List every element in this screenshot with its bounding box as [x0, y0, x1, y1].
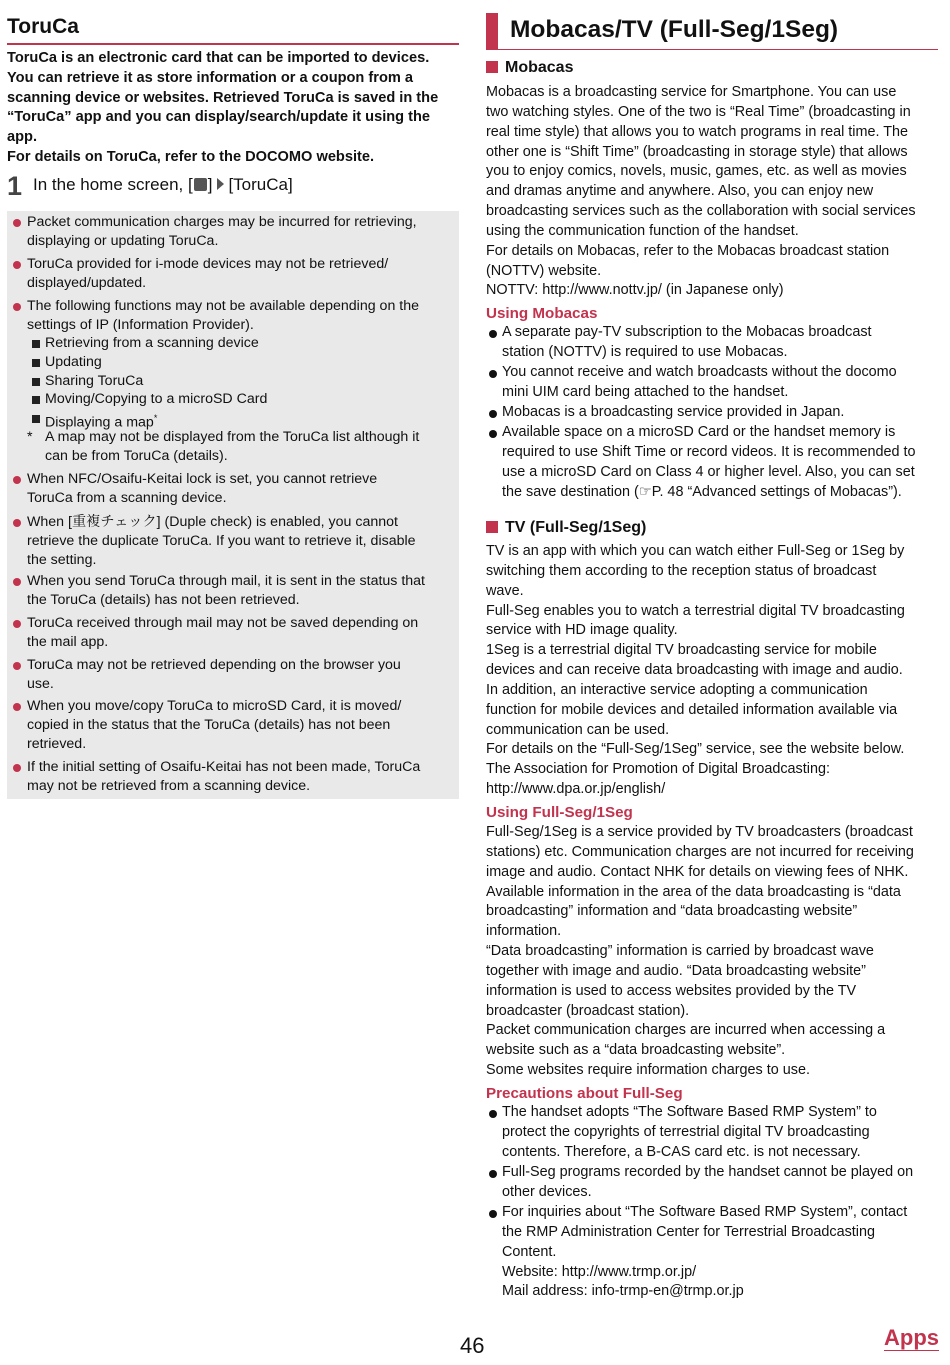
footnote-star: *	[27, 429, 33, 445]
square-bullet-icon	[32, 359, 40, 367]
bullet-icon	[13, 764, 21, 772]
apps-section-link[interactable]: Apps	[884, 1325, 939, 1350]
subheading-using-mobacas: Using Mobacas	[486, 305, 598, 322]
note-item: Packet communication charges may be incurred for retrieving, displaying or updating ToruCa.	[11, 213, 467, 251]
step-prefix: In the home screen, [	[33, 175, 193, 194]
bullet-icon	[489, 330, 497, 338]
bullet-icon	[13, 476, 21, 484]
intro-line: You can retrieve it as store information or a coupon from a	[7, 69, 414, 86]
step-target: [ToruCa]	[228, 175, 293, 194]
square-bullet-icon	[32, 378, 40, 386]
square-icon	[486, 61, 498, 73]
app-launcher-icon	[194, 178, 207, 191]
subheading-using-fullseg: Using Full-Seg/1Seg	[486, 804, 633, 821]
note-item: ToruCa may not be retrieved depending on the browser you use.	[11, 656, 467, 694]
section-heading-mobacas: Mobacas	[486, 59, 573, 77]
trmp-mail: Mail address: info-trmp-en@trmp.or.jp	[502, 1283, 744, 1300]
arrow-right-icon	[217, 178, 224, 190]
sub-item: Updating	[29, 353, 102, 372]
dpa-link: http://www.dpa.or.jp/english/	[486, 781, 666, 798]
bullet-icon	[13, 662, 21, 670]
square-icon	[486, 521, 498, 533]
page-number: 46	[460, 1333, 485, 1358]
note-item: If the initial setting of Osaifu-Keitai has not been made, ToruCa may not be retrieved from a scanning device.	[11, 758, 467, 796]
notes-box	[7, 211, 459, 799]
square-bullet-icon	[32, 415, 40, 423]
sub-item: Moving/Copying to a microSD Card	[29, 390, 267, 409]
intro-line: “ToruCa” app and you can display/search/update it using the	[7, 109, 431, 126]
bullet-item: Mobacas is a broadcasting service provided in Japan.	[486, 403, 938, 423]
square-bullet-icon	[32, 340, 40, 348]
page-reference: the save destination (☞P. 48 “Advanced settings of Mobacas”).	[502, 483, 902, 500]
toruca-title: ToruCa	[7, 14, 459, 45]
bullet-icon	[13, 261, 21, 269]
bullet-icon	[13, 219, 21, 227]
toruca-intro	[7, 49, 459, 168]
trmp-website: Website: http://www.trmp.or.jp/	[502, 1263, 697, 1280]
note-item: When NFC/Osaifu-Keitai lock is set, you cannot retrieve ToruCa from a scanning device.	[11, 470, 467, 508]
bullet-item: You cannot receive and watch broadcasts without the docomo mini UIM card being attached to the handset.	[486, 363, 938, 403]
bullet-icon	[489, 370, 497, 378]
bullet-icon	[489, 410, 497, 418]
step-number: 1	[7, 171, 23, 201]
bullet-icon	[13, 703, 21, 711]
bullet-icon	[13, 620, 21, 628]
step-suffix: ]	[207, 175, 213, 194]
bullet-item: Available space on a microSD Card or the handset memory is required to use Shift Time or record videos. It is recommended to use a microSD Card on Class 4 or higher level. Also, you can set the save destination (☞P. 48 “Advanced settings of Mobacas”).	[486, 423, 938, 502]
bullet-icon	[489, 430, 497, 438]
page-title-text: Mobacas/TV (Full-Seg/1Seg)	[510, 16, 839, 43]
page-title	[486, 13, 938, 50]
bullet-item: A separate pay-TV subscription to the Mobacas broadcast station (NOTTV) is required to use Mobacas.	[486, 323, 938, 363]
footnote-marker: *	[153, 413, 158, 423]
note-item: The following functions may not be available depending on the settings of IP (Information Provider).	[11, 297, 467, 335]
note-item: When [重複チェック] (Duple check) is enabled, you cannot retrieve the duplicate ToruCa. If you want to retrieve it, disable the setting.	[11, 513, 467, 570]
sub-item: Displaying a map*	[29, 409, 157, 433]
section-heading-tv: TV (Full-Seg/1Seg)	[486, 519, 646, 537]
nottv-link: NOTTV: http://www.nottv.jp/ (in Japanese only)	[486, 282, 784, 299]
title-accent-bar	[486, 13, 498, 49]
intro-line: For details on ToruCa, refer to the DOCOMO website.	[7, 148, 375, 165]
tv-description: TV is an app with which you can watch either Full-Seg or 1Seg by switching them according to the reception status of broadcast wave. Full-Seg enables you to watch a terrestrial digital TV broadcasting service with HD image quality. 1Seg is a terrestrial digital TV broadcasting service for mobile devices and can receive data broadcasting with image and audio. In addition, an interactive service adopting a communication function for mobile devices and detailed information available via communication can be used. For details on the “Full-Seg/1Seg” service, see the website below. The Association for Promotion of Digital Broadcasting: http://www.dpa.or.jp/english/	[486, 542, 938, 800]
fullseg-description: Full-Seg/1Seg is a service provided by TV broadcasters (broadcast stations) etc. Communication charges are not incurred for receiving image and audio. Contact NHK for details on viewing fees of NHK. Available information in the area of the data broadcasting is “data broadcasting” information and “data broadcasting website” information. “Data broadcasting” information is carried by broadcast wave together with image and audio. “Data broadcasting website” information is used to access websites provided by the TV broadcaster (broadcast station). Packet communication charges are incurred when accessing a website such as a “data broadcasting website”. Some websites require information charges to use.	[486, 824, 914, 1079]
bullet-icon	[13, 303, 21, 311]
bullet-item: For inquiries about “The Software Based RMP System”, contact the RMP Administration Center for Terrestrial Broadcasting Content. Website: http://www.trmp.or.jp/ Mail address: info-trmp-en@trmp.or.jp	[486, 1203, 938, 1302]
intro-line: ToruCa is an electronic card that can be imported to devices.	[7, 50, 430, 66]
note-item: When you move/copy ToruCa to microSD Card, it is moved/ copied in the status that the ToruCa (details) has not been retrieved.	[11, 697, 467, 754]
note-item: ToruCa provided for i-mode devices may not be retrieved/ displayed/updated.	[11, 255, 467, 293]
bullet-icon	[13, 519, 21, 527]
sub-item: Sharing ToruCa	[29, 372, 143, 391]
note-item: ToruCa received through mail may not be saved depending on the mail app.	[11, 614, 467, 652]
intro-line: scanning device or websites. Retrieved ToruCa is saved in the	[7, 89, 439, 106]
bullet-icon	[489, 1170, 497, 1178]
step-instruction	[33, 175, 293, 195]
footnote: * A map may not be displayed from the ToruCa list although it can be from ToruCa (details).	[27, 429, 420, 464]
bullet-icon	[489, 1110, 497, 1118]
bullet-item: The handset adopts “The Software Based RMP System” to protect the copyrights of terrestrial digital TV broadcasting contents. Therefore, a B-CAS card etc. is not necessary.	[486, 1103, 938, 1163]
step-1	[7, 171, 459, 203]
square-bullet-icon	[32, 396, 40, 404]
bullet-icon	[13, 578, 21, 586]
mobacas-description: Mobacas is a broadcasting service for Smartphone. You can use two watching styles. One of the two is “Real Time” (broadcasting in real time style) that allows you to watch programs in real time. The other one is “Shift Time” (broadcasting in storage style) that allows you to enjoy comics, novels, music, games, etc. as well as movies and dramas anytime and anywhere. Also, you can enjoy new broadcasting services such as the collaboration with social services using the communication function of the handset. For details on Mobacas, refer to the Mobacas broadcast station (NOTTV) website. NOTTV: http://www.nottv.jp/ (in Japanese only)	[486, 83, 938, 301]
bullet-icon	[489, 1210, 497, 1218]
subheading-precautions: Precautions about Full-Seg	[486, 1085, 683, 1102]
bullet-item: Full-Seg programs recorded by the handset cannot be played on other devices.	[486, 1163, 938, 1203]
note-item: When you send ToruCa through mail, it is sent in the status that the ToruCa (details) has not been retrieved.	[11, 572, 467, 610]
sub-item: Retrieving from a scanning device	[29, 334, 259, 353]
intro-line: app.	[7, 129, 37, 146]
